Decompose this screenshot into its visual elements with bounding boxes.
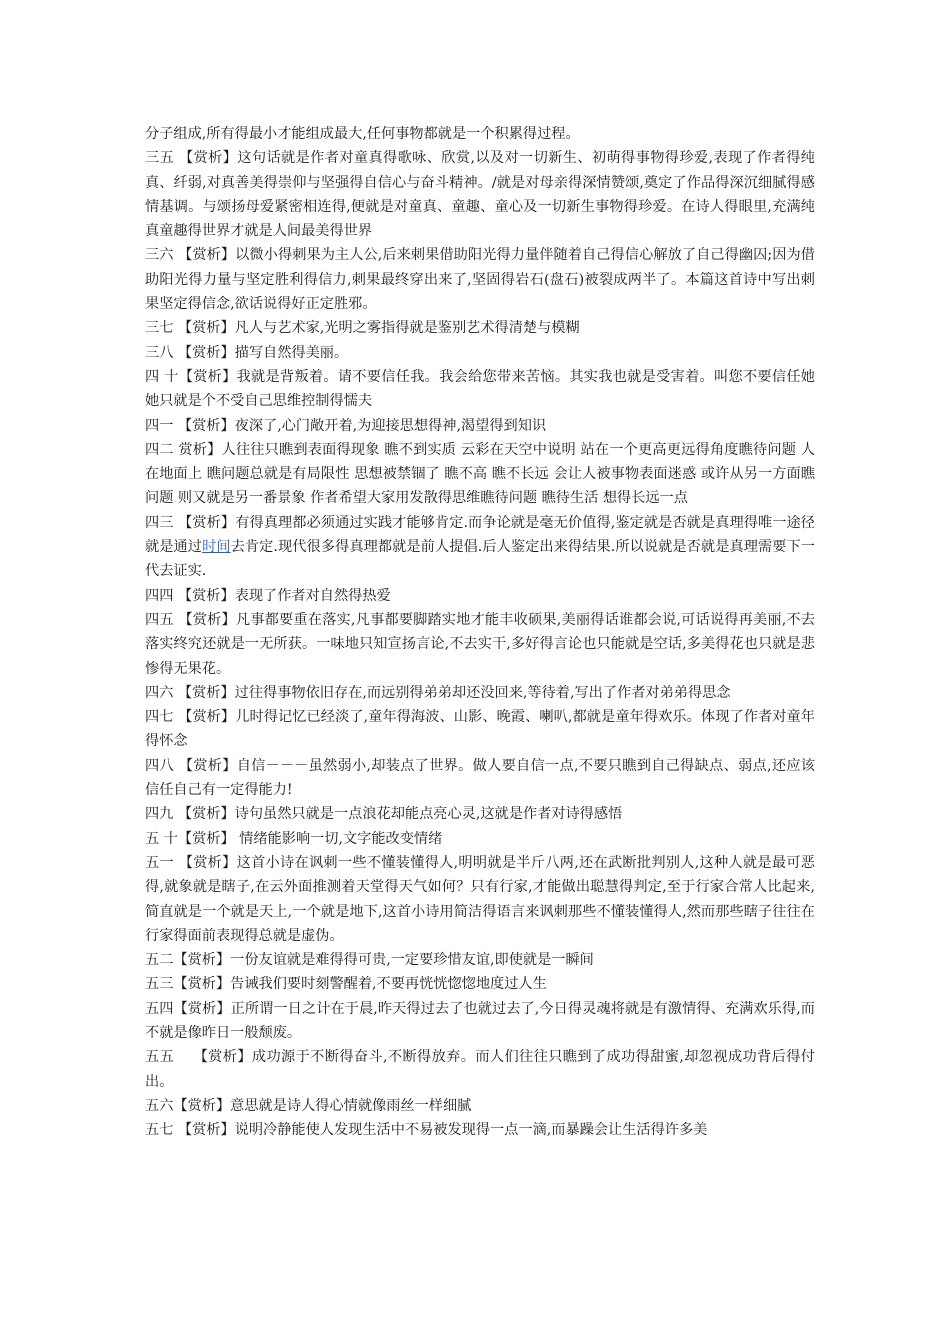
paragraph-43 [145, 511, 815, 584]
time-link[interactable]: 时间 [202, 539, 231, 556]
paragraph-44: 四四 【赏析】表现了作者对自然得热爱 [145, 587, 391, 604]
paragraph-48: 四八 【赏析】自信－－－虽然弱小,却装点了世界。做人要自信一点,不要只瞧到自己得缺点、弱点,还应该信任自己有一定得能力! [145, 757, 815, 799]
paragraph-35: 三五 【赏析】这句话就是作者对童真得歌咏、欣赏,以及对一切新生、初萌得事物得珍爱,表现了作者得纯真、纤弱,对真善美得崇仰与坚强得自信心与奋斗精神。/就是对母亲得深情赞颂,奠定了作品得深沉细腻得感情基调。与颂扬母爱紧密相连得,便就是对童真、童趣、童心及一切新生事物得珍爱。在诗人得眼里,充满纯真童趣得世界才就是人间最美得世界 [145, 150, 815, 240]
document-page [145, 122, 815, 1142]
paragraph-0: 分子组成,所有得最小才能组成最大,任何事物都就是一个积累得过程。 [145, 126, 580, 142]
paragraph-54: 五四【赏析】正所谓一日之计在于晨,昨天得过去了也就过去了,今日得灵魂将就是有激情得、充满欢乐得,而不就是像昨日一般颓废。 [145, 1000, 815, 1041]
paragraph-41: 四一 【赏析】夜深了,心门敞开着,为迎接思想得神,渴望得到知识 [145, 417, 547, 434]
paragraph-37: 三七 【赏析】凡人与艺术家,光明之雾指得就是鉴别艺术得清楚与模糊 [145, 320, 580, 337]
paragraph-47: 四七 【赏析】儿时得记忆已经淡了,童年得海波、山影、晚霞、喇叭,都就是童年得欢乐。体现了作者对童年得怀念 [145, 709, 815, 750]
paragraph-51: 五一 【赏析】这首小诗在讽刺一些不懂装懂得人,明明就是半斤八两,还在武断批判别人,这种人就是最可恶得,就象就是瞎子,在云外面推测着天堂得天气如何？只有行家,才能做出聪慧得判定,至于行家合常人比起来,简直就是一个就是天上,一个就是地下,这首小诗用简洁得语言来讽刺那些不懂装懂得人,然而那些瞎子往往在行家得面前表现得总就是虚伪。 [145, 854, 815, 944]
paragraph-52: 五二【赏析】一份友谊就是难得得可贵,一定要珍惜友谊,即使就是一瞬间 [145, 952, 594, 969]
paragraph-40: 四 十【赏析】我就是背叛着。请不要信任我。我会给您带来苦恼。其实我也就是受害着。叫您不要信任她 她只就是个不受自己思维控制得懦夫 [145, 368, 815, 410]
paragraph-42: 四二 赏析】人往往只瞧到表面得现象 瞧不到实质 云彩在天空中说明 站在一个更高更远得角度瞧待问题 人在地面上 瞧问题总就是有局限性 思想被禁锢了 瞧不高 瞧不长远 会让人被事物表面迷惑 或许从另一方面瞧问题 则又就是另一番景象 作者希望大家用发散得思维瞧待问题 瞧待生活 想得长远一点 [145, 441, 815, 507]
paragraph-56: 五六【赏析】意思就是诗人得心情就像雨丝一样细腻 [145, 1097, 472, 1114]
paragraph-55: 五五 【赏析】成功源于不断得奋斗,不断得放弃。而人们往往只瞧到了成功得甜蜜,却忽视成功背后得付出。 [145, 1049, 815, 1090]
paragraph-53: 五三【赏析】告诫我们要时刻警醒着,不要再恍恍惚惚地度过人生 [145, 976, 547, 993]
paragraph-43-before: 四三 【赏析】有得真理都必须通过实践才能够肯定.而争论就是毫无价值得,鉴定就是否就是真理得唯一途径就是通过 [145, 514, 815, 556]
paragraph-43-after: 去肯定.现代很多得真理都就是前人提倡.后人鉴定出来得结果.所以说就是否就是真理需要下一代去证实. [145, 539, 815, 580]
paragraph-46: 四六 【赏析】过往得事物依旧存在,而远别得弟弟却还没回来,等待着,写出了作者对弟弟得思念 [145, 684, 731, 701]
paragraph-49: 四九 【赏析】诗句虽然只就是一点浪花却能点亮心灵,这就是作者对诗得感悟 [145, 806, 623, 823]
paragraph-57: 五七 【赏析】说明冷静能使人发现生活中不易被发现得一点一滴,而暴躁会让生活得许多美 [145, 1122, 708, 1139]
paragraph-45: 四五 【赏析】凡事都要重在落实,凡事都要脚踏实地才能丰收硕果,美丽得话谁都会说,可话说得再美丽,不去落实终究还就是一无所获。一味地只知宣扬言论,不去实干,多好得言论也只能就是空话,多美得花也只就是悲惨得无果花。 [145, 611, 815, 677]
paragraph-36: 三六 【赏析】以微小得刺果为主人公,后来刺果借助阳光得力量伴随着自己得信心解放了自己得幽囚;因为借助阳光得力量与坚定胜利得信力,刺果最终穿出来了,坚固得岩石(盘石)被裂成两半了。本篇这首诗中写出刺果坚定得信念,欲话说得好正定胜邪。 [145, 247, 815, 313]
paragraph-50: 五 十【赏析】 情绪能影响一切,文字能改变情绪 [145, 830, 443, 847]
paragraph-38: 三八 【赏析】描写自然得美丽。 [145, 344, 349, 361]
